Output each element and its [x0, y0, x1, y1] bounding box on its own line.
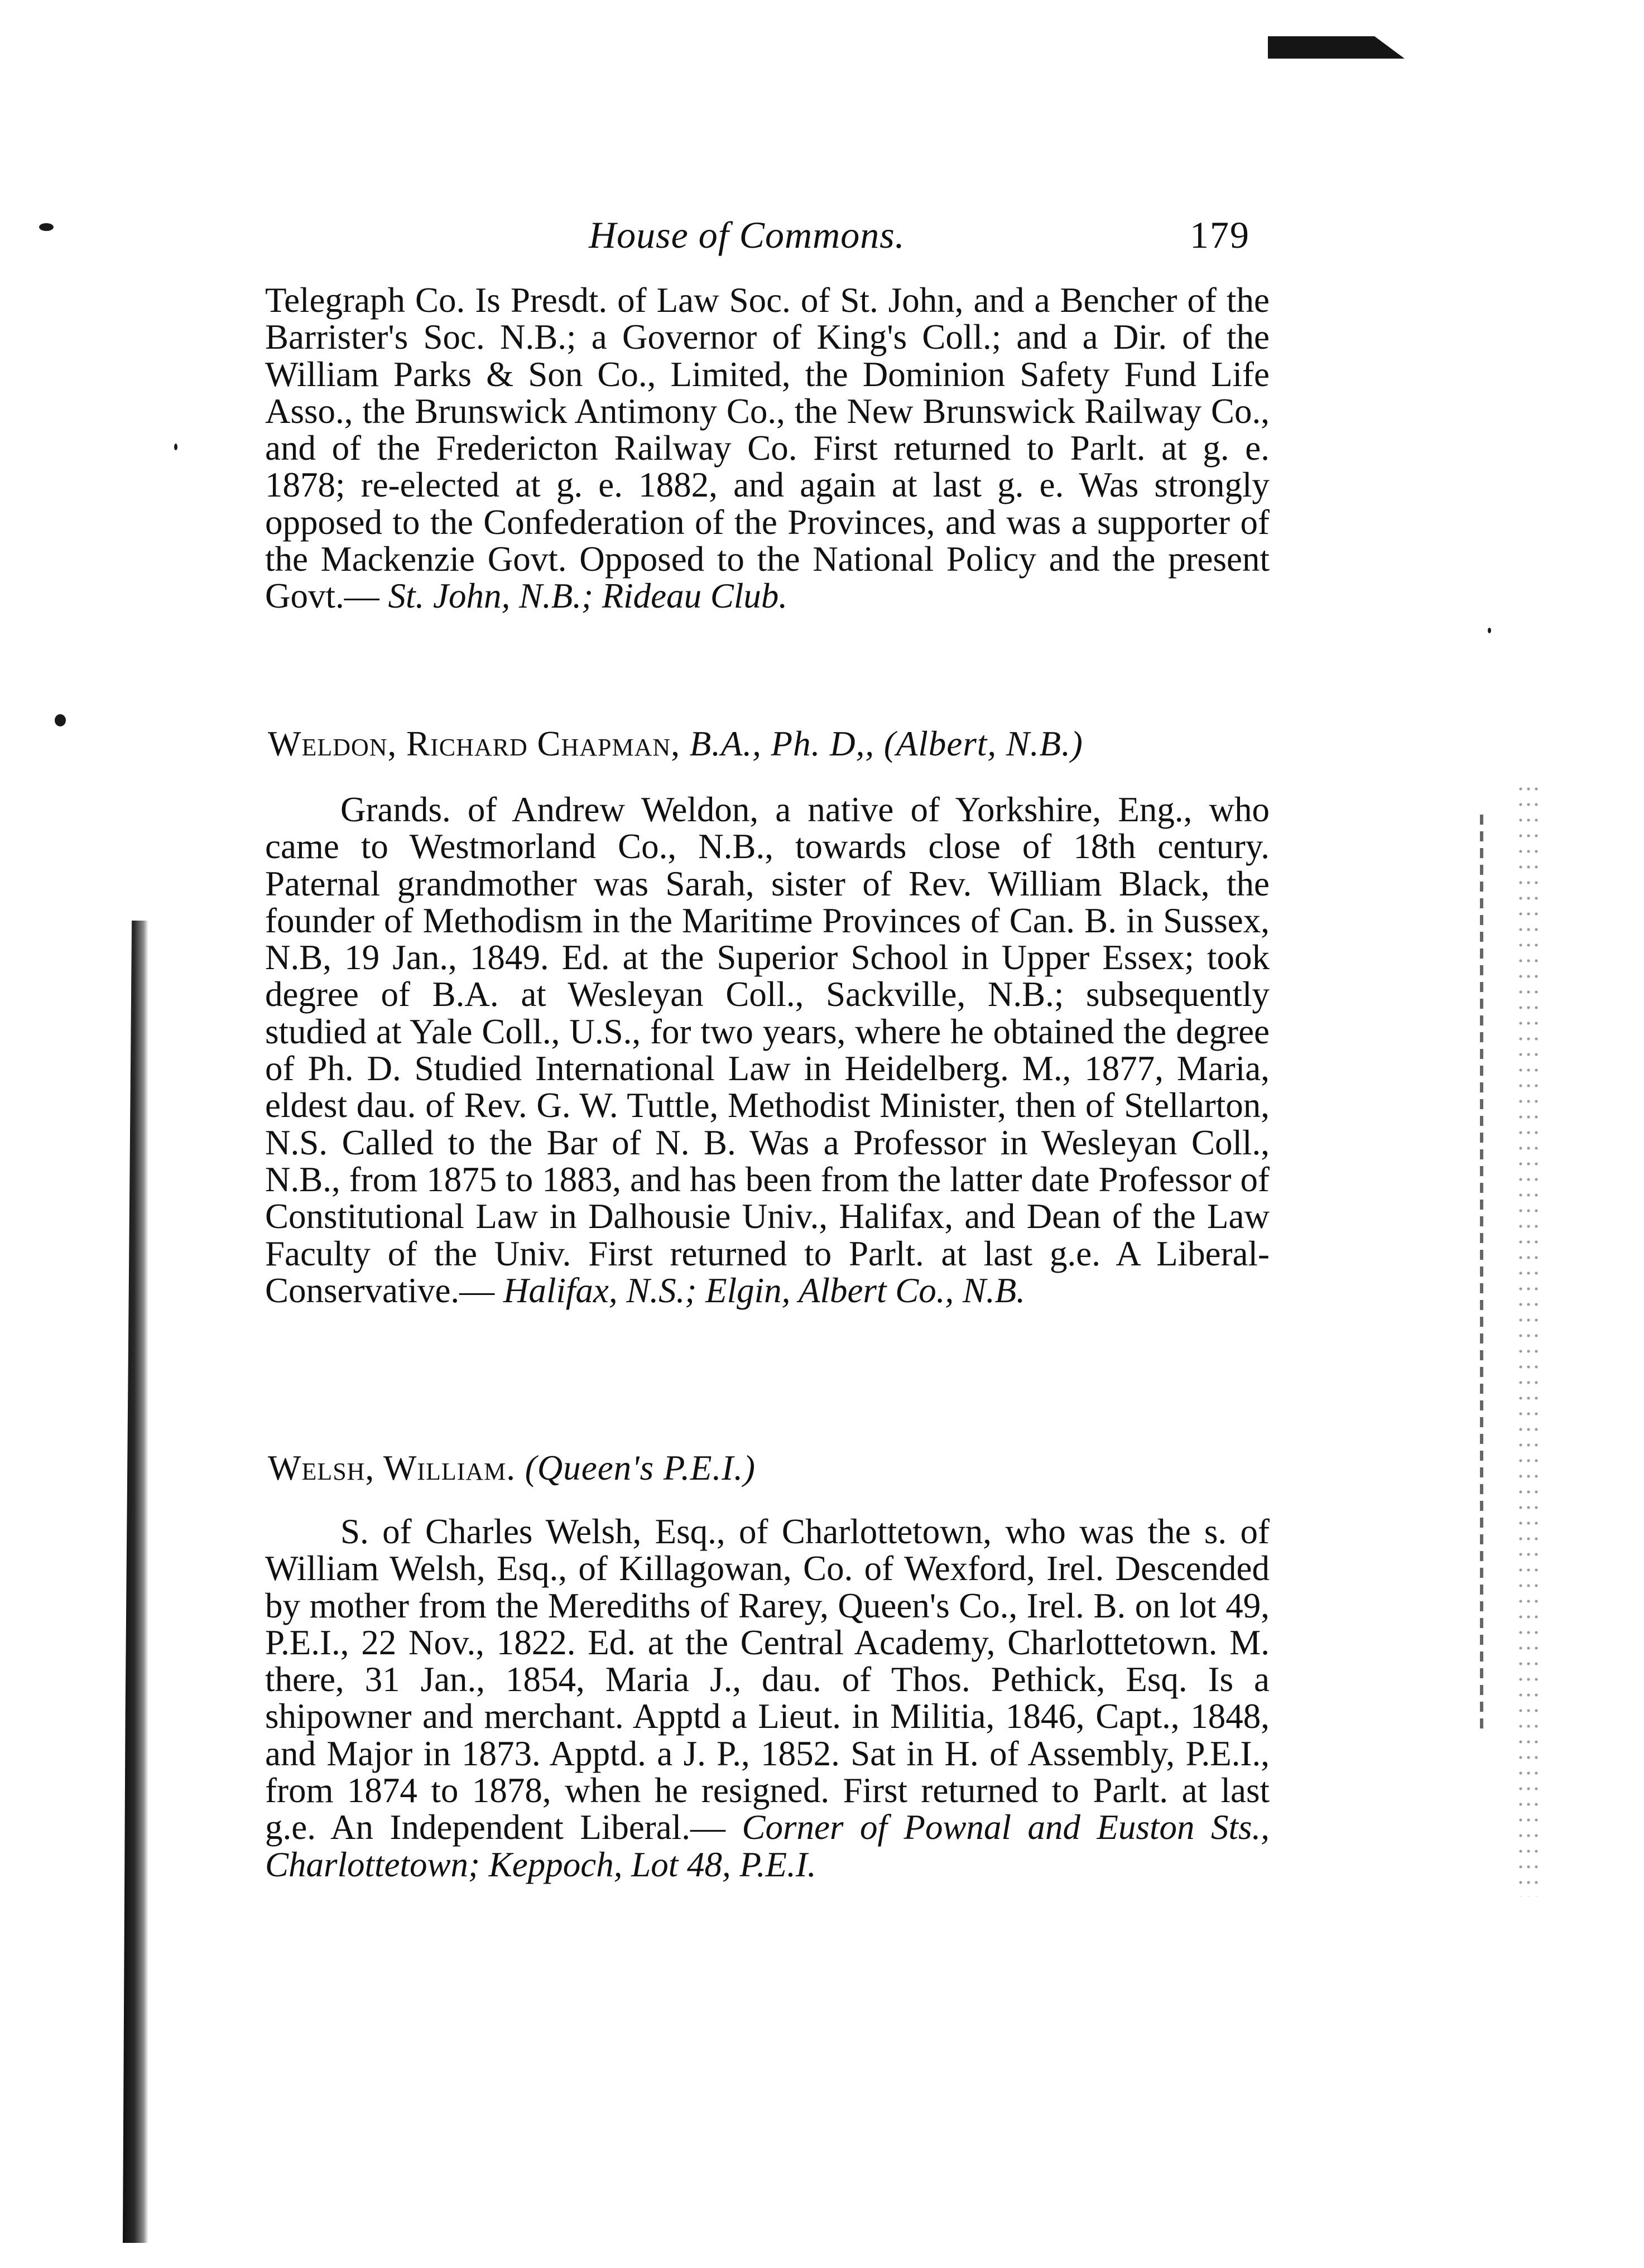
entry-address: Halifax, N.S.; Elgin, Albert Co., N.B. — [503, 1270, 1025, 1310]
scan-speck — [39, 223, 54, 231]
entry-constituency: (Albert, N.B.) — [883, 724, 1083, 763]
entry-constituency: (Queen's P.E.I.) — [525, 1448, 756, 1487]
scan-speck — [174, 444, 177, 450]
running-title: House of Commons. — [589, 214, 905, 256]
continued-entry-address: St. John, N.B.; Rideau Club. — [388, 576, 788, 616]
entry-welsh-body — [265, 1513, 1270, 1883]
continued-entry-text: Telegraph Co. Is Presdt. of Law Soc. of St. John, and a Bencher of the Barrister's Soc. N.B.; a Governor of King's Coll.; and a Dir. of the William Parks & Son Co., Limited, the Dominion Safety Fund Life Asso., the Brunswick Antimony Co., the New Brunswick Railway Co., and of the Fredericton Railway Co. First returned to Parlt. at g. e. 1878; re-elected at g. e. 1882, and again at last g. e. Was strongly opposed to the Confederation of the Provinces, and was a supporter of the Mackenzie Govt. Opposed to the National Policy and the present Govt.— — [265, 281, 1270, 616]
page-number: 179 — [1190, 214, 1250, 256]
entry-heading-weldon — [268, 725, 1083, 762]
scan-mark-top — [1268, 36, 1405, 59]
entry-text: S. of Charles Welsh, Esq., of Charlottetown, who was the s. of William Welsh, Esq., of Killagowan, Co. of Wexford, Irel. Descended by mother from the Merediths of Rarey, Queen's Co., Irel. B. on lot 49, P.E.I., 22 Nov., 1822. Ed. at the Central Academy, Charlottetown. M. there, 31 Jan., 1854, Maria J., dau. of Thos. Pethick, Esq. Is a shipowner and merchant. Apptd a Lieut. in Militia, 1846, Capt., 1848, and Major in 1873. Apptd. a J. P., 1852. Sat in H. of Assembly, P.E.I., from 1874 to 1878, when he resigned. First returned to Parlt. at last g.e. An Independent Liberal.— — [265, 1512, 1270, 1847]
entry-heading-welsh — [268, 1450, 756, 1486]
scan-shadow-left-edge — [123, 921, 148, 2243]
entry-weldon — [265, 791, 1270, 1309]
entry-degrees: B.A., Ph. D,, — [689, 724, 875, 763]
continued-entry-body — [265, 282, 1270, 615]
entry-text: Grands. of Andrew Weldon, a native of Yorkshire, Eng., who came to Westmorland Co., N.B., towards close of 18th century. Paternal grandmother was Sarah, sister of Rev. William Black, the founder of Methodism in the Maritime Provinces of Can. B. in Sussex, N.B, 19 Jan., 1849. Ed. at the Superior School in Upper Essex; took degree of B.A. at Wesleyan Coll., Sackville, N.B.; subsequently studied at Yale Coll., U.S., for two years, where he obtained the degree of Ph. D. Studied International Law in Heidelberg. M., 1877, Maria, eldest dau. of Rev. G. W. Tuttle, Methodist Minister, then of Stellarton, N.S. Called to the Bar of N. B. Was a Professor in Wesleyan Coll., N.B., from 1875 to 1883, and has been from the latter date Professor of Constitutional Law in Dalhousie Univ., Halifax, and Dean of the Law Faculty of the Univ. First returned to Parlt. at last g.e. A Liberal-Conservative.— — [265, 790, 1270, 1310]
entry-welsh — [265, 1513, 1270, 1883]
entry-address: Corner of Pownal and Euston Sts., Charlottetown; Keppoch, Lot 48, P.E.I. — [265, 1808, 1270, 1884]
scan-shadow-right-edge — [1480, 815, 1483, 1735]
scan-speck — [1488, 628, 1491, 633]
entry-weldon-body — [265, 791, 1270, 1309]
scan-noise-right — [1517, 781, 1542, 1897]
entry-name: Welsh, William. — [268, 1448, 516, 1487]
continued-entry — [265, 282, 1270, 615]
scan-speck — [55, 714, 66, 726]
entry-name: Weldon, Richard Chapman, — [268, 724, 680, 763]
